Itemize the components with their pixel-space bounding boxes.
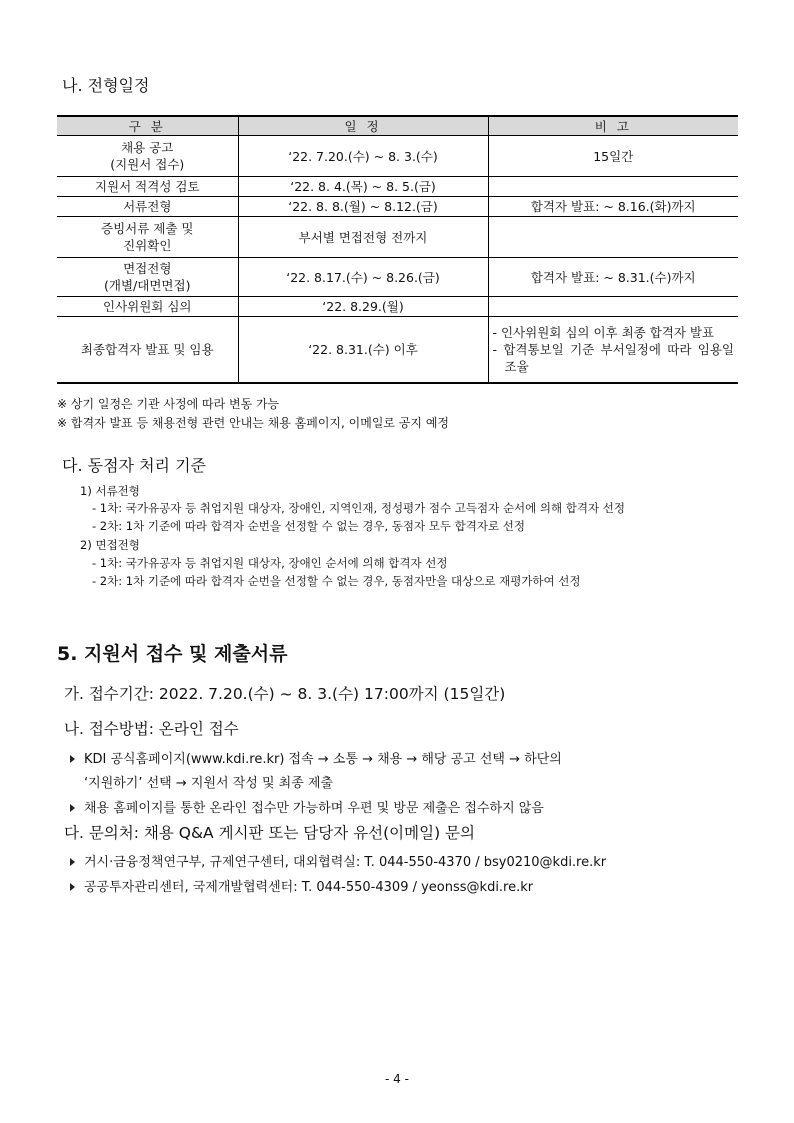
col-header-date: 일 정	[238, 116, 488, 136]
remark-cell	[488, 317, 738, 383]
list-item	[70, 797, 544, 816]
stage-cell: 면접전형 (개별/대면면접)	[57, 258, 238, 297]
table-row	[57, 177, 738, 197]
application-period: 가. 접수기간: 2022. 7.20.(수) ~ 8. 3.(수) 17:00까지 (15일간)	[64, 685, 506, 703]
list-item	[70, 748, 562, 767]
schedule-table	[57, 115, 738, 384]
table-row	[57, 317, 738, 383]
remark-cell: 합격자 발표: ~ 8.31.(수)까지	[488, 258, 738, 297]
tiebreak-heading: 다. 동점자 처리 기준	[62, 456, 206, 475]
remark-line: - 합격통보일 기준 부서일정에 따라 임용일 조율	[492, 341, 734, 374]
table-header-row	[57, 116, 738, 136]
date-cell: 부서별 면접전형 전까지	[238, 217, 488, 258]
stage-cell: 증빙서류 제출 및 진위확인	[57, 217, 238, 258]
triangle-bullet-icon	[70, 858, 75, 866]
tiebreak-item: - 1차: 국가유공자 등 취업지원 대상자, 장애인, 지역인재, 정성평가 점수 고득점자 순서에 의해 합격자 선정	[92, 501, 625, 515]
table-row	[57, 258, 738, 297]
remark-line: - 인사위원회 심의 이후 최종 합격자 발표	[492, 324, 715, 340]
method-bullet-2: 채용 홈페이지를 통한 온라인 접수만 가능하며 우편 및 방문 제출은 접수하지 않음	[84, 801, 544, 816]
page-number: - 4 -	[385, 1072, 409, 1086]
date-cell: ‘22. 8. 8.(월) ~ 8.12.(금)	[238, 197, 488, 217]
remark-cell	[488, 217, 738, 258]
date-cell: ‘22. 8.31.(수) 이후	[238, 317, 488, 383]
table-row	[57, 136, 738, 177]
tiebreak-item: - 2차: 1차 기준에 따라 합격자 순번을 선정할 수 없는 경우, 동점자 모두 합격자로 선정	[92, 519, 525, 533]
footnote: ※ 상기 일정은 기관 사정에 따라 변동 가능	[57, 397, 280, 411]
remark-cell: 합격자 발표: ~ 8.16.(화)까지	[488, 197, 738, 217]
schedule-heading: 나. 전형일정	[62, 76, 150, 95]
col-header-stage: 구 분	[57, 116, 238, 136]
stage-cell: 채용 공고 (지원서 접수)	[57, 136, 238, 177]
date-cell: ‘22. 8. 4.(목) ~ 8. 5.(금)	[238, 177, 488, 197]
list-item	[70, 876, 533, 895]
contact-line-1: 거시·금융정책연구부, 규제연구센터, 대외협력실: T. 044-550-4370 / bsy0210@kdi.re.kr	[84, 855, 607, 870]
triangle-bullet-icon	[70, 804, 75, 812]
table-row	[57, 217, 738, 258]
application-method: 나. 접수방법: 온라인 접수	[64, 720, 239, 738]
stage-cell: 최종합격자 발표 및 임용	[57, 317, 238, 383]
triangle-bullet-icon	[70, 755, 75, 763]
footnote: ※ 합격자 발표 등 채용전형 관련 안내는 채용 홈페이지, 이메일로 공지 예정	[57, 416, 449, 430]
section-5-title: 5. 지원서 접수 및 제출서류	[57, 643, 288, 665]
remark-cell	[488, 177, 738, 197]
remark-cell: 15일간	[488, 136, 738, 177]
triangle-bullet-icon	[70, 883, 75, 891]
stage-cell: 인사위원회 심의	[57, 297, 238, 317]
stage-cell: 지원서 적격성 검토	[57, 177, 238, 197]
tiebreak-document-title: 1) 서류전형	[80, 484, 140, 498]
table-row	[57, 197, 738, 217]
date-cell: ‘22. 8.17.(수) ~ 8.26.(금)	[238, 258, 488, 297]
stage-cell: 서류전형	[57, 197, 238, 217]
tiebreak-item: - 2차: 1차 기준에 따라 합격자 순번을 선정할 수 없는 경우, 동점자만을 대상으로 재평가하여 선정	[92, 574, 581, 588]
method-bullet-line1: KDI 공식홈페이지(www.kdi.re.kr) 접속 → 소통 → 채용 → 해당 공고 선택 → 하단의	[84, 752, 562, 767]
table-row	[57, 297, 738, 317]
remark-cell	[488, 297, 738, 317]
date-cell: ‘22. 7.20.(수) ~ 8. 3.(수)	[238, 136, 488, 177]
list-item	[70, 851, 606, 870]
method-bullet-line2: ‘지원하기’ 선택 → 지원서 작성 및 최종 제출	[84, 776, 334, 791]
contact-line-2: 공공투자관리센터, 국제개발협력센터: T. 044-550-4309 / yeonss@kdi.re.kr	[84, 880, 534, 895]
col-header-remark: 비 고	[488, 116, 738, 136]
contact-heading: 다. 문의처: 채용 Q&A 게시판 또는 담당자 유선(이메일) 문의	[64, 824, 475, 842]
tiebreak-item: - 1차: 국가유공자 등 취업지원 대상자, 장애인 순서에 의해 합격자 선정	[92, 556, 448, 570]
tiebreak-interview-title: 2) 면접전형	[80, 538, 140, 552]
date-cell: ‘22. 8.29.(월)	[238, 297, 488, 317]
